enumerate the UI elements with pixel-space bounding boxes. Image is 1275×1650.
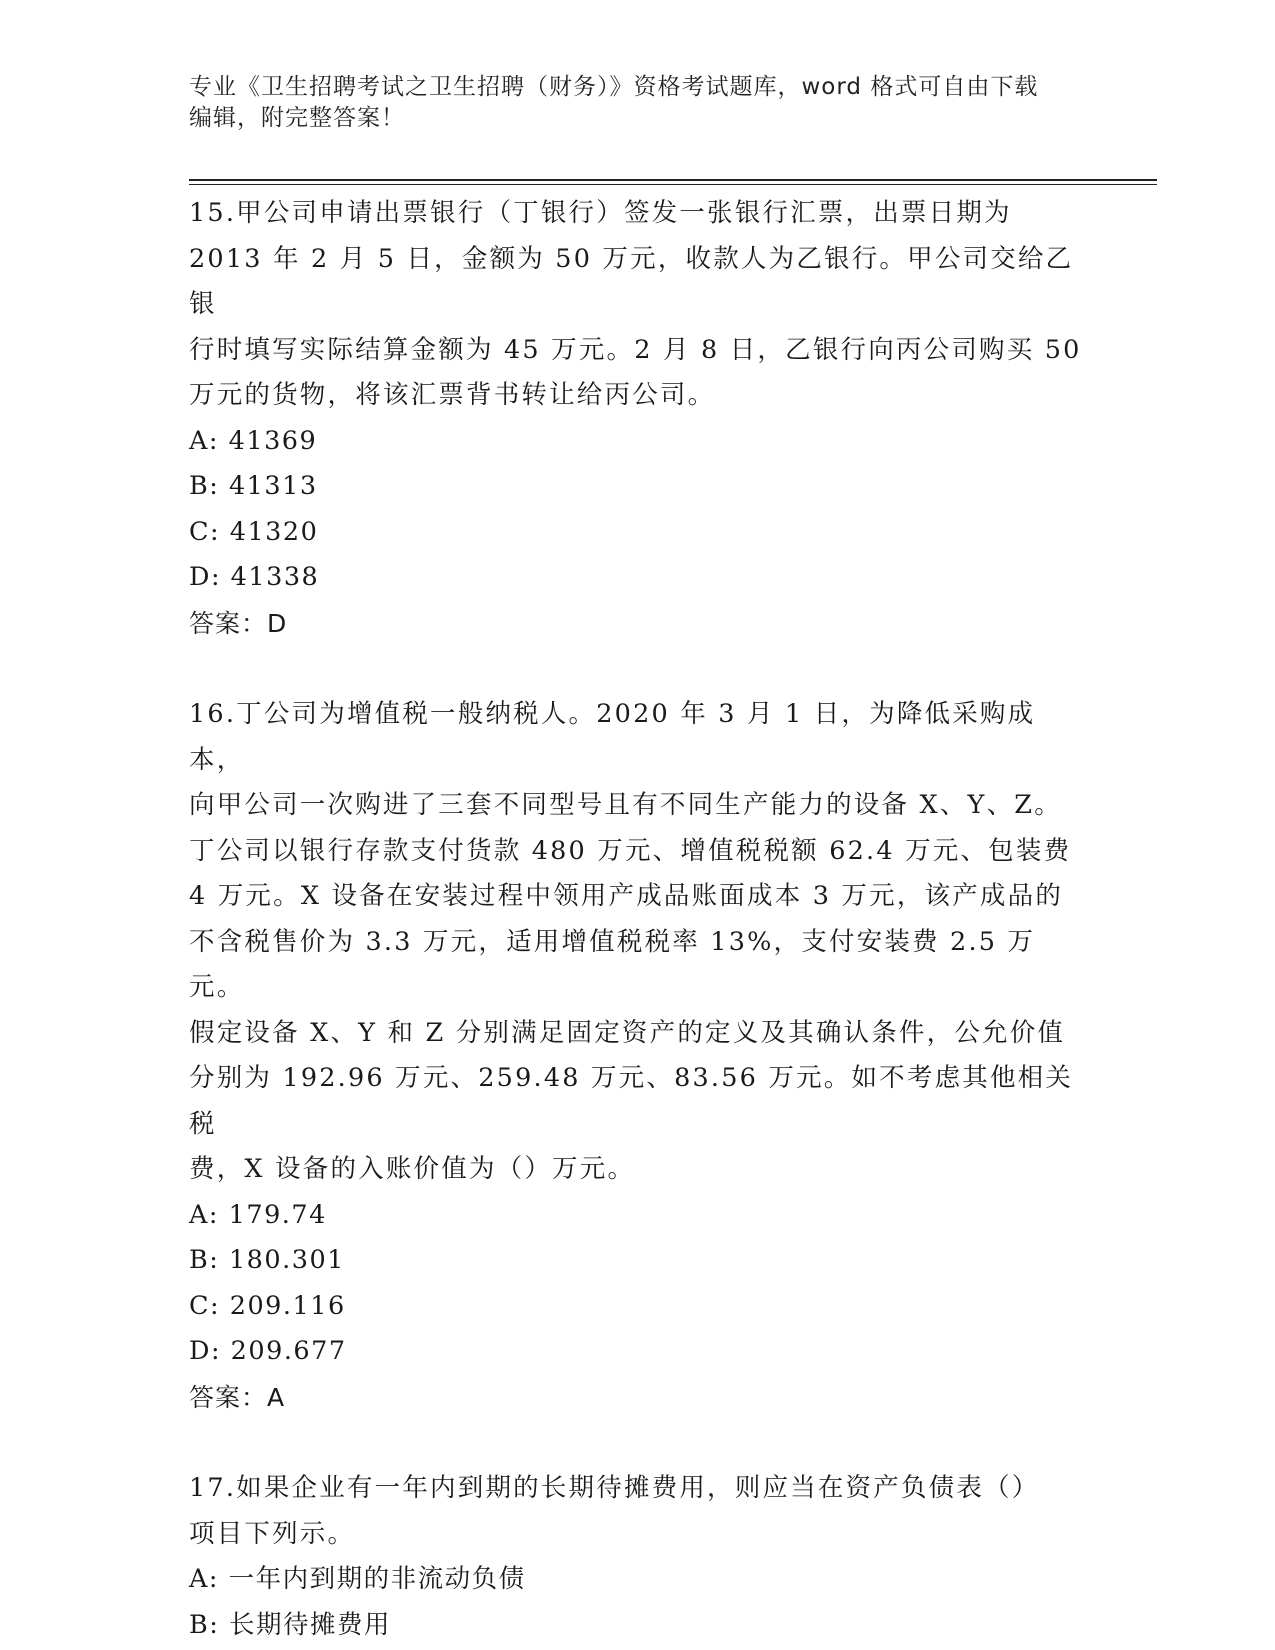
option-c (189, 1284, 1089, 1330)
question-stem-line: 不含税售价为 3.3 万元，适用增值税税率 13%，支付安装费 2.5 万元。 (189, 926, 1036, 1002)
question-17 (189, 1466, 1089, 1648)
option-letter: D: (189, 1336, 222, 1366)
question-stem-line: 项目下列示。 (189, 1518, 356, 1549)
question-stem-line: 万元的货物，将该汇票背书转让给丙公司。 (189, 380, 716, 410)
option-letter: B: (189, 1245, 220, 1275)
question-stem-line: 假定设备 X、Y 和 Z 分别满足固定资产的定义及其确认条件，公允价值 (189, 1017, 1066, 1048)
option-text: 41369 (228, 425, 318, 456)
option-b (189, 1603, 1089, 1649)
page-header (189, 72, 1089, 134)
option-letter: A: (189, 1199, 220, 1230)
question-spacer (189, 646, 1089, 692)
question-stem-line: 17.如果企业有一年内到期的长期待摊费用，则应当在资产负债表（） (189, 1473, 1040, 1503)
option-text: 180.301 (228, 1245, 345, 1275)
option-letter: B: (189, 1609, 220, 1640)
option-text: 长期待摊费用 (228, 1609, 391, 1640)
option-c (189, 510, 1089, 556)
question-stem-line: 15.甲公司申请出票银行（丁银行）签发一张银行汇票，出票日期为 (189, 198, 1012, 228)
option-a (189, 1193, 1089, 1239)
option-text: 41320 (229, 516, 319, 547)
question-stem-line: 丁公司以银行存款支付货款 480 万元、增值税税额 62.4 万元、包装费 (189, 835, 1072, 866)
option-letter: D: (189, 562, 222, 592)
option-letter: A: (189, 425, 220, 456)
option-a (189, 419, 1089, 465)
header-rule-thin (189, 184, 1157, 185)
header-rule-thick (189, 179, 1157, 181)
question-spacer (189, 1420, 1089, 1466)
question-stem-line: 2013 年 2 月 5 日，金额为 50 万元，收款人为乙银行。甲公司交给乙银 (189, 243, 1074, 319)
option-b (189, 464, 1089, 510)
option-letter: B: (189, 471, 220, 501)
option-text: 41313 (228, 471, 318, 501)
answer-line: 答案：A (189, 1382, 286, 1412)
question-stem-line: 4 万元。X 设备在安装过程中领用产成品账面成本 3 万元，该产成品的 (189, 881, 1064, 911)
question-15 (189, 191, 1089, 646)
question-stem-line: 16.丁公司为增值税一般纳税人。2020 年 3 月 1 日，为降低采购成本， (189, 699, 1036, 775)
question-stem-line: 向甲公司一次购进了三套不同型号且有不同生产能力的设备 X、Y、Z。 (189, 790, 1062, 820)
option-letter: C: (189, 1290, 221, 1321)
option-text: 179.74 (228, 1199, 327, 1230)
option-text: 209.116 (229, 1290, 346, 1321)
header-line-2: 编辑，附完整答案！ (189, 105, 405, 131)
header-line-1: 专业《卫生招聘考试之卫生招聘（财务）》资格考试题库，word 格式可自由下载 (189, 74, 1039, 100)
option-letter: C: (189, 516, 221, 547)
question-16 (189, 692, 1089, 1420)
answer-line: 答案：D (189, 608, 288, 638)
question-list (189, 191, 1089, 1648)
option-text: 41338 (230, 562, 320, 592)
option-b (189, 1238, 1089, 1284)
question-stem-line: 行时填写实际结算金额为 45 万元。2 月 8 日，乙银行向丙公司购买 50 (189, 334, 1082, 365)
option-text: 一年内到期的非流动负债 (228, 1564, 526, 1594)
question-stem-line: 分别为 192.96 万元、259.48 万元、83.56 万元。如不考虑其他相关税 (189, 1063, 1074, 1139)
question-stem-line: 费，X 设备的入账价值为（）万元。 (189, 1154, 636, 1184)
option-d (189, 555, 1089, 601)
option-text: 209.677 (230, 1336, 347, 1366)
option-letter: A: (189, 1564, 220, 1594)
option-d (189, 1329, 1089, 1375)
option-a (189, 1557, 1089, 1603)
